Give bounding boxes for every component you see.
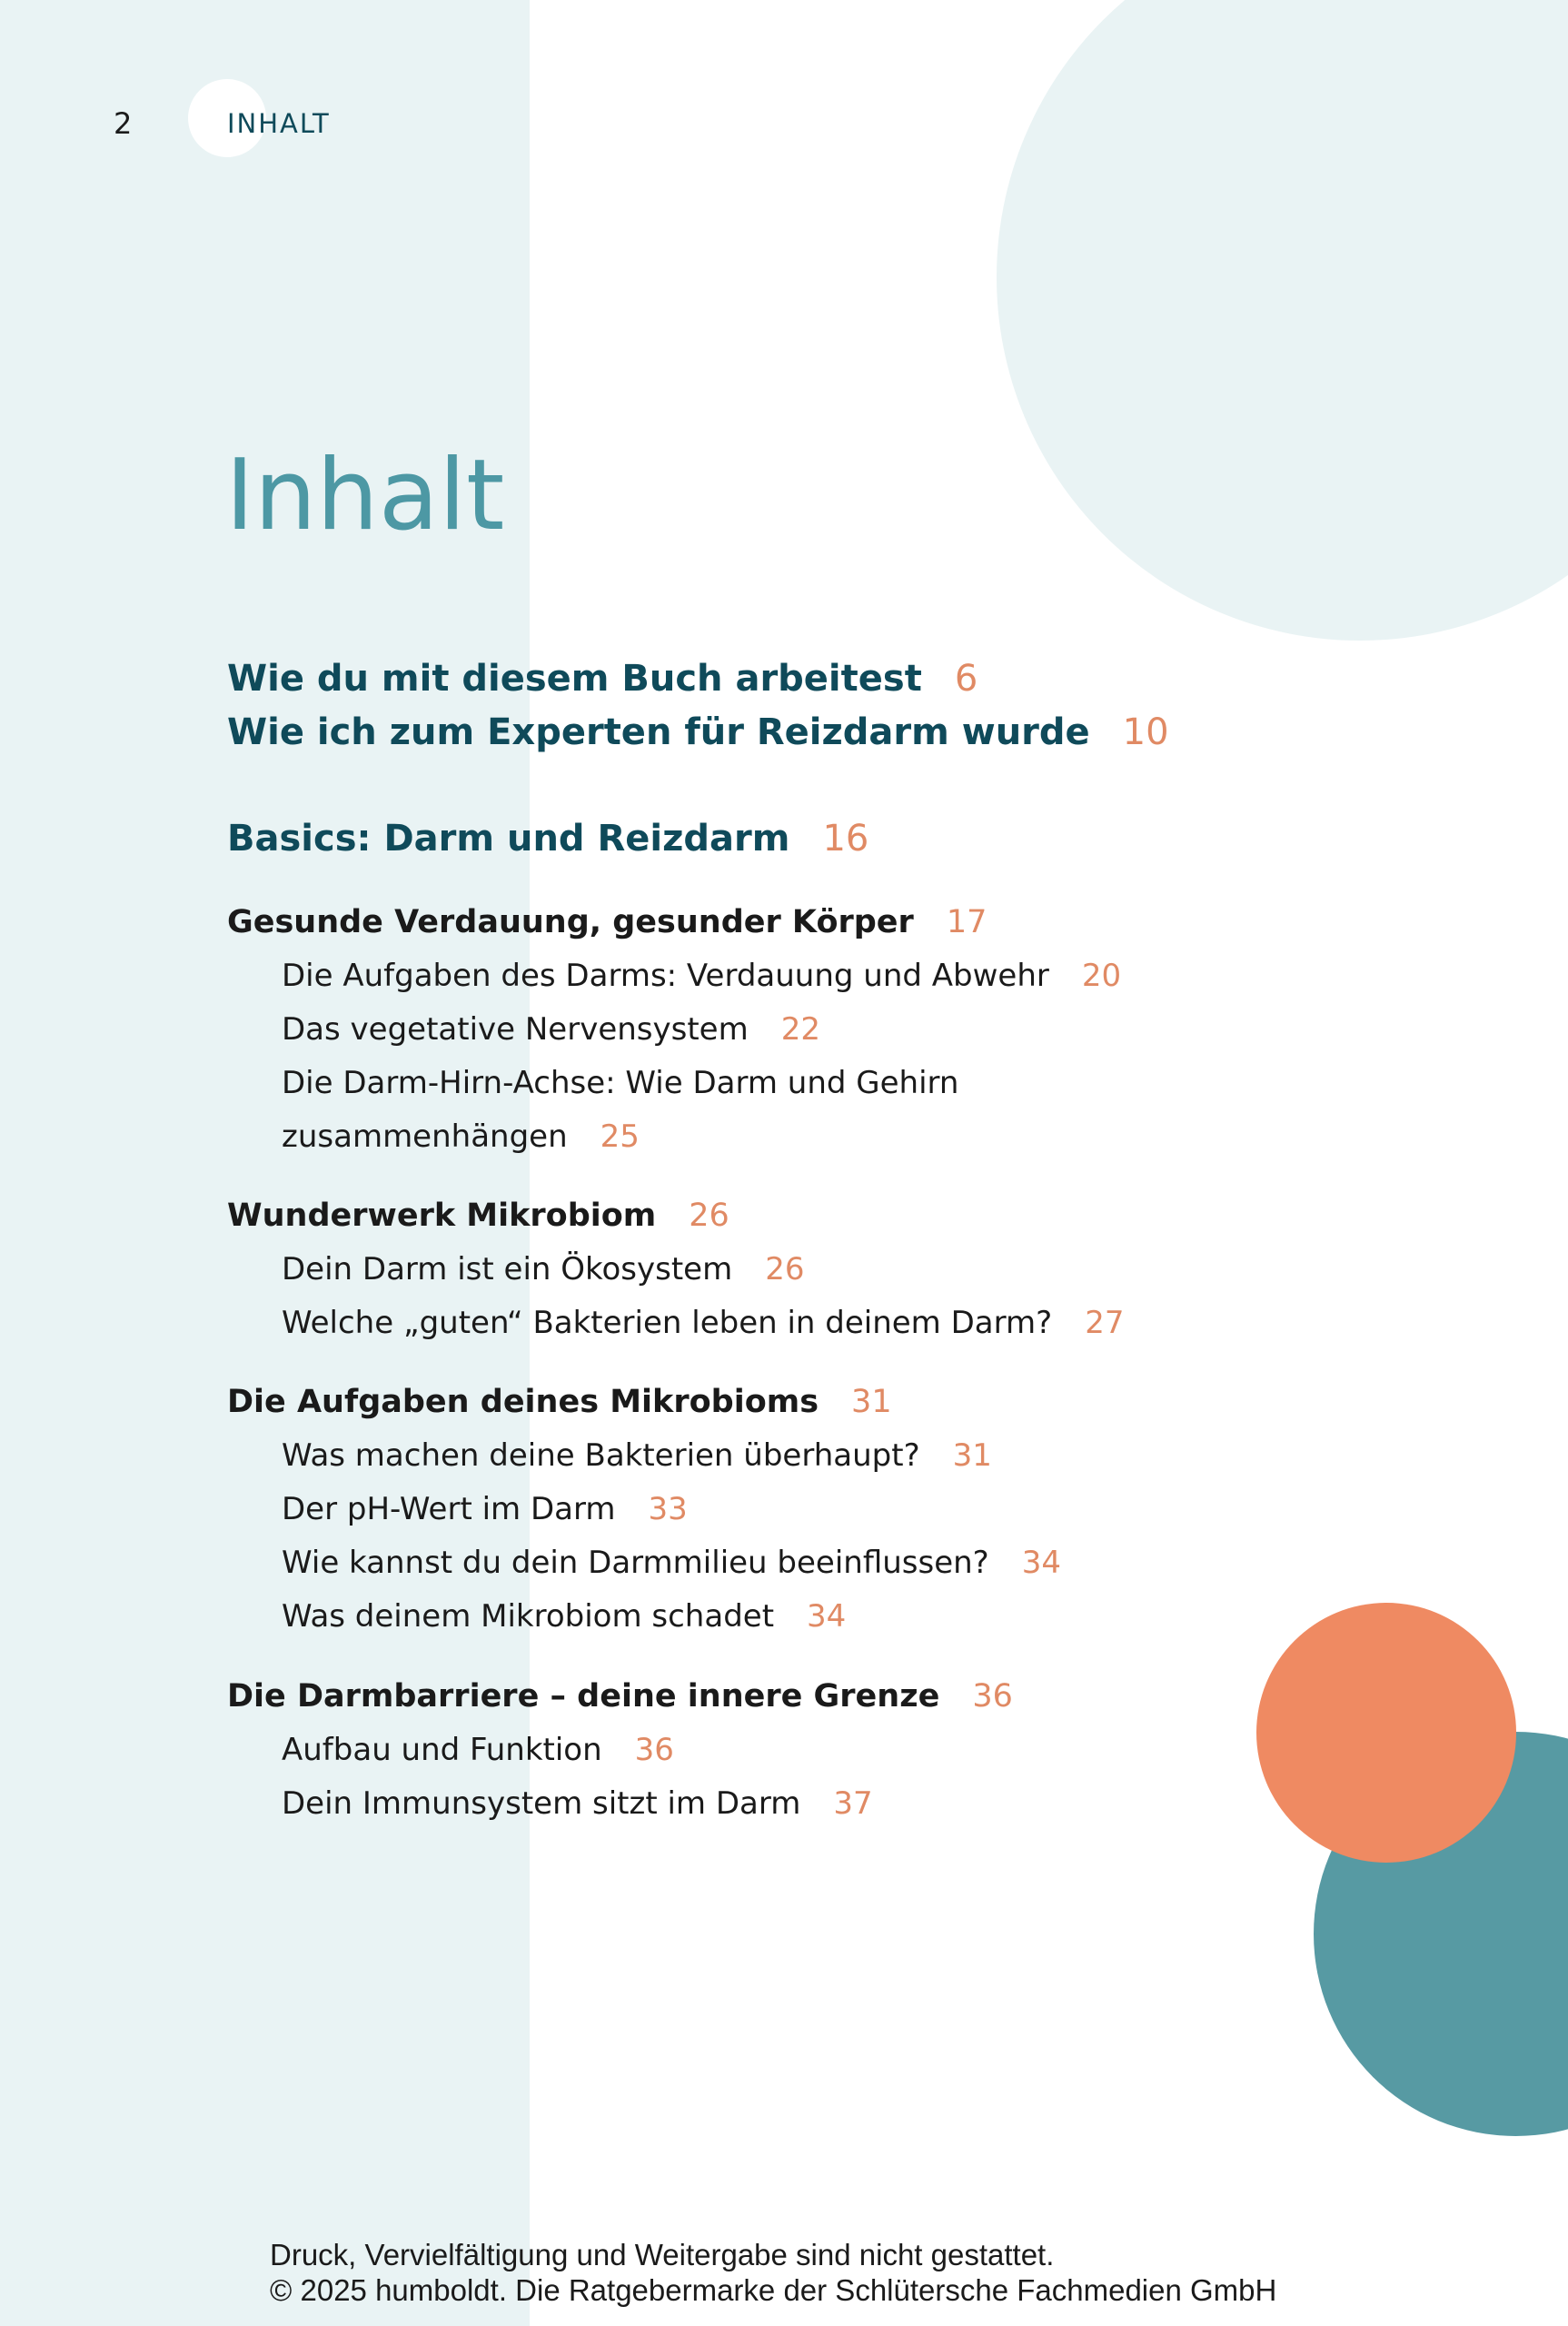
- toc-entry-label: Die Aufgaben deines Mikrobioms: [227, 1384, 819, 1420]
- toc-entry-section[interactable]: [227, 818, 868, 860]
- toc-entry-label: Die Darmbarriere – deine innere Grenze: [227, 1678, 940, 1715]
- toc-entry-label: Was deinem Mikrobiom schadet: [282, 1598, 775, 1635]
- toc-entry-sub[interactable]: [282, 1598, 846, 1635]
- toc-entry-label: Basics: Darm und Reizdarm: [227, 818, 790, 860]
- footer-notice: Druck, Vervielfältigung und Weitergabe sind nicht gestattet.: [270, 2238, 1055, 2271]
- toc-entry-chapter[interactable]: [227, 904, 987, 940]
- decorative-circle-orange: [1256, 1603, 1516, 1863]
- footer-copyright: © 2025 humboldt. Die Ratgebermarke der Schlütersche Fachmedien GmbH: [270, 2273, 1277, 2307]
- toc-entry-label: Aufbau und Funktion: [282, 1732, 602, 1768]
- toc-entry-sub[interactable]: [282, 1305, 1124, 1341]
- toc-entry-sub-continued[interactable]: [282, 1118, 640, 1155]
- toc-entry-page: 31: [952, 1437, 992, 1474]
- toc-entry-sub[interactable]: [282, 1732, 674, 1768]
- toc-entry-label: Wunderwerk Mikrobiom: [227, 1198, 657, 1234]
- toc-entry-page: 10: [1122, 711, 1169, 753]
- toc-entry-label: Wie du mit diesem Buch arbeitest: [227, 658, 922, 700]
- toc-entry-chapter[interactable]: [227, 1384, 892, 1420]
- toc-entry-page: 26: [765, 1251, 805, 1287]
- toc-entry-page: 36: [972, 1678, 1013, 1715]
- toc-entry-sub[interactable]: [282, 1065, 958, 1101]
- toc-entry-sub[interactable]: [282, 1437, 992, 1474]
- toc-entry-label: Die Darm-Hirn-Achse: Wie Darm und Gehirn: [282, 1065, 959, 1101]
- toc-entry-page: 34: [807, 1598, 847, 1635]
- toc-entry-label: Dein Darm ist ein Ökosystem: [282, 1251, 733, 1287]
- toc-entry-top[interactable]: [227, 658, 978, 700]
- toc-entry-page: 26: [689, 1198, 729, 1234]
- toc-entry-chapter[interactable]: [227, 1198, 729, 1234]
- toc-entry-label: Dein Immunsystem sitzt im Darm: [282, 1785, 801, 1822]
- toc-entry-sub[interactable]: [282, 1011, 820, 1048]
- toc-entry-page: 37: [833, 1785, 873, 1822]
- running-head: INHALT: [227, 108, 331, 139]
- toc-entry-page: 27: [1085, 1305, 1125, 1341]
- left-background-band: [0, 0, 530, 2326]
- toc-entry-label: Wie kannst du dein Darmmilieu beeinflussen?: [282, 1545, 989, 1581]
- decorative-circle-top-right: [997, 0, 1568, 641]
- toc-entry-page: 6: [954, 658, 978, 700]
- toc-entry-page: 25: [600, 1118, 640, 1155]
- toc-entry-page: 16: [822, 818, 869, 860]
- toc-entry-page: 17: [946, 904, 987, 940]
- toc-entry-page: 20: [1081, 958, 1122, 994]
- toc-entry-label: Das vegetative Nervensystem: [282, 1011, 749, 1048]
- toc-entry-label: Der pH-Wert im Darm: [282, 1491, 616, 1527]
- toc-entry-sub[interactable]: [282, 1545, 1061, 1581]
- toc-entry-label: Welche „guten“ Bakterien leben in deinem Darm?: [282, 1305, 1053, 1341]
- toc-entry-page: 33: [648, 1491, 688, 1527]
- toc-entry-chapter[interactable]: [227, 1678, 1013, 1715]
- toc-entry-sub[interactable]: [282, 1491, 688, 1527]
- page-number: 2: [114, 106, 133, 141]
- toc-entry-label: zusammenhängen: [282, 1118, 568, 1155]
- toc-entry-page: 31: [851, 1384, 892, 1420]
- toc-entry-sub[interactable]: [282, 1785, 873, 1822]
- toc-entry-page: 36: [634, 1732, 674, 1768]
- toc-entry-label: Gesunde Verdauung, gesunder Körper: [227, 904, 914, 940]
- toc-entry-top[interactable]: [227, 711, 1169, 753]
- toc-entry-label: Was machen deine Bakterien überhaupt?: [282, 1437, 920, 1474]
- toc-entry-sub[interactable]: [282, 958, 1121, 994]
- toc-entry-label: Die Aufgaben des Darms: Verdauung und Abwehr: [282, 958, 1049, 994]
- toc-entry-label: Wie ich zum Experten für Reizdarm wurde: [227, 711, 1090, 753]
- toc-entry-page: 22: [780, 1011, 820, 1048]
- toc-entry-sub[interactable]: [282, 1251, 804, 1287]
- toc-entry-page: 34: [1021, 1545, 1061, 1581]
- page-title: Inhalt: [225, 439, 505, 552]
